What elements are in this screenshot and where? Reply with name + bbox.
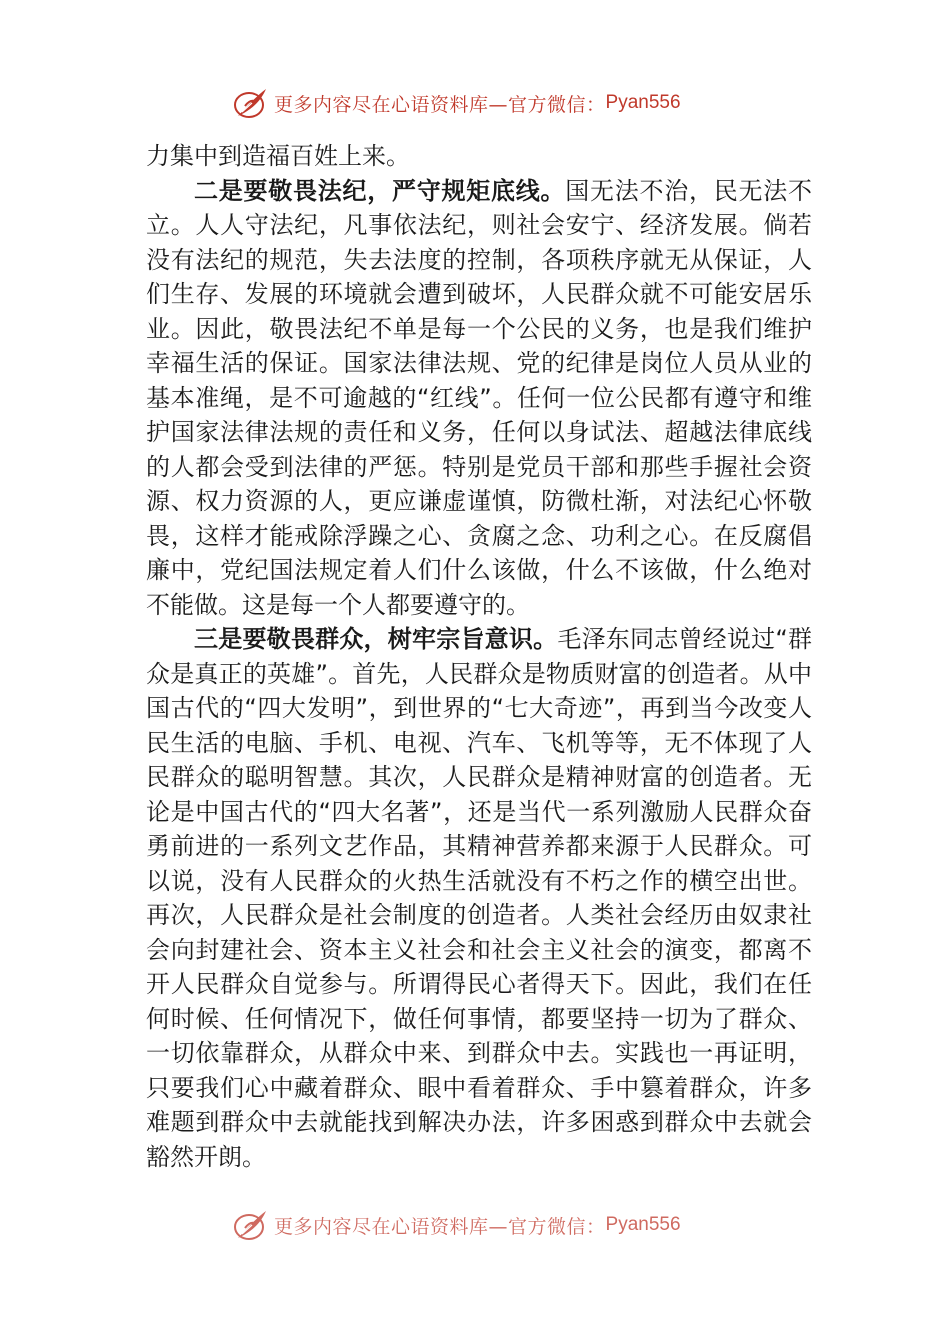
paragraph-2-text: 国无法不治，民无法不立。人人守法纪，凡事依法纪，则社会安宁、经济发展。倘若没有法纪的规范，失去法度的控制，各项秩序就无从保证，人们生存、发展的环境就会遭到破坏，人民群众就不可能安居乐业。因此，敬畏法纪不单是每一个公民的义务，也是我们维护幸福生活的保证。国家法律法规、党的纪律是岗位人员从业的基本准绳，是不可逾越的“红线”。任何一位公民都有遵守和维护国家法律法规的责任和义务，任何以身试法、超越法律底线的人都会受到法律的严惩。特别是党员干部和那些手握社会资源、权力资源的人，更应谦虚谨慎，防微杜渐，对法纪心怀敬畏，这样才能戒除浮躁之心、贪腐之念、功利之心。在反腐倡廉中，党纪国法规定着人们什么该做，什么不该做，什么绝对不能做。这是每一个人都要遵守的。 [146,176,812,619]
watermark-wechat-id: Pyan556 [605,1214,681,1235]
paragraph-1-text: 力集中到造福百姓上来。 [146,142,410,170]
footer-watermark [232,1208,732,1242]
paragraph-3 [146,622,812,1174]
article-body [146,139,812,1174]
header-watermark [232,86,732,120]
quill-logo-icon [232,86,270,120]
paragraph-2-heading: 二是要敬畏法纪，严守规矩底线。 [194,176,566,205]
paragraph-1 [146,139,812,174]
quill-logo-icon [232,1208,270,1242]
watermark-wechat-id: Pyan556 [605,92,681,113]
watermark-text: 更多内容尽在心语资料库—官方微信： [274,93,606,116]
paragraph-2 [146,174,812,623]
watermark-text: 更多内容尽在心语资料库—官方微信： [274,1215,606,1238]
paragraph-3-heading: 三是要敬畏群众，树牢宗旨意识。 [194,625,558,653]
paragraph-3-text: 毛泽东同志曾经说过“群众是真正的英雄”。首先，人民群众是物质财富的创造者。从中国古代的“四大发明”，到世界的“七大奇迹”，再到当今改变人民生活的电脑、手机、电视、汽车、飞机等等，无不体现了人民群众的聪明智慧。其次，人民群众是精神财富的创造者。无论是中国古代的“四大名著”，还是当代一系列激励人民群众奋勇前进的一系列文艺作品，其精神营养都来源于人民群众。可以说，没有人民群众的火热生活就没有不朽之作的横空出世。再次，人民群众是社会制度的创造者。人类社会经历由奴隶社会向封建社会、资本主义社会和社会主义社会的演变，都离不开人民群众自觉参与。所谓得民心者得天下。因此，我们在任何时候、任何情况下，做任何事情，都要坚持一切为了群众、一切依靠群众，从群众中来、到群众中去。实践也一再证明，只要我们心中藏着群众、眼中看着群众、手中篡着群众，许多难题到群众中去就能找到解决办法，许多困惑到群众中去就会豁然开朗。 [146,625,813,1171]
